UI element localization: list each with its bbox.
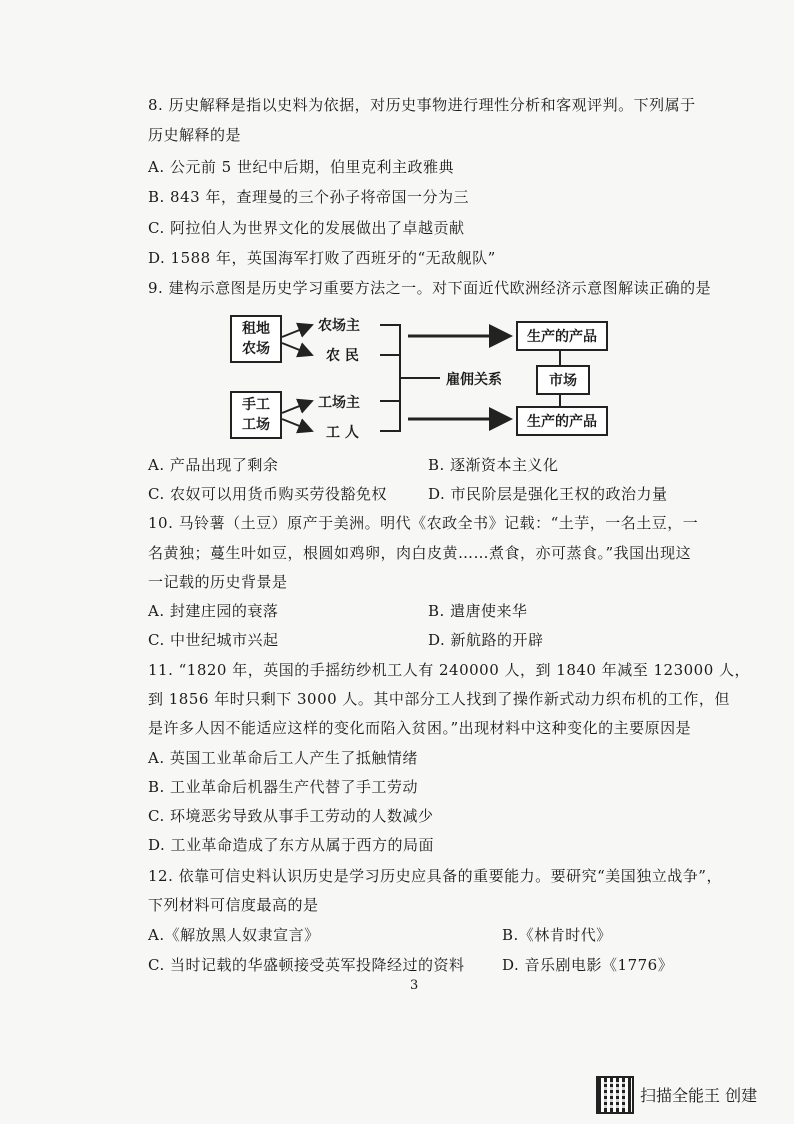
scanner-watermark: 扫描全能王 创建 <box>640 1086 758 1105</box>
q11-option-b: B. 工业革命后机器生产代替了手工劳动 <box>148 778 419 796</box>
q11-option-a: A. 英国工业革命后工人产生了抵触情绪 <box>148 749 418 767</box>
leased-farm-box <box>230 315 282 363</box>
farm-owner-label: 农场主 <box>318 318 360 334</box>
q11-stem-line2: 到 1856 年时只剩下 3000 人。其中部分工人找到了操作新式动力织布机的工作，但 <box>148 690 730 708</box>
page-number: 3 <box>410 978 419 993</box>
q12-option-b: B.《林肯时代》 <box>502 926 612 944</box>
q8-option-c: C. 阿拉伯人为世界文化的发展做出了卓越贡献 <box>148 219 465 237</box>
q12-option-c: C. 当时记载的华盛顿接受英军投降经过的资料 <box>148 956 465 974</box>
q11-stem-line3: 是许多人因不能适应这样的变化而陷入贫困。”出现材料中这种变化的主要原因是 <box>148 719 692 737</box>
leased-farm-line1: 租地 <box>242 321 270 337</box>
product-bottom-box: 生产的产品 <box>516 406 608 436</box>
q11-option-d: D. 工业革命造成了东方从属于西方的局面 <box>148 836 435 854</box>
q8-option-b: B. 843 年，查理曼的三个孙子将帝国一分为三 <box>148 188 469 206</box>
q12-stem-line2: 下列材料可信度最高的是 <box>148 896 319 914</box>
europe-economy-diagram <box>230 305 630 445</box>
farmer-label: 农 民 <box>326 348 359 364</box>
q10-option-a: A. 封建庄园的衰落 <box>148 602 279 620</box>
q9-option-c: C. 农奴可以用货币购买劳役豁免权 <box>148 485 387 503</box>
q8-option-d: D. 1588 年，英国海军打败了西班牙的“无敌舰队” <box>148 249 496 267</box>
qr-code-icon <box>596 1076 634 1114</box>
q9-option-a: A. 产品出现了剩余 <box>148 456 279 474</box>
leased-farm-line2: 农场 <box>242 341 270 357</box>
q8-stem-line2: 历史解释的是 <box>148 126 242 144</box>
workshop-box <box>230 391 282 439</box>
q8-option-a: A. 公元前 5 世纪中后期，伯里克利主政雅典 <box>148 158 454 176</box>
q10-stem-line1: 10. 马铃薯（土豆）原产于美洲。明代《农政全书》记载：“土芋，一名土豆，一 <box>148 514 699 532</box>
q9-option-b: B. 逐渐资本主义化 <box>428 456 559 474</box>
q9-option-d: D. 市民阶层是强化王权的政治力量 <box>428 485 668 503</box>
workshop-line2: 工场 <box>242 417 270 433</box>
q8-stem-line1: 8. 历史解释是指以史料为依据，对历史事物进行理性分析和客观评判。下列属于 <box>148 96 696 114</box>
q10-stem-line2: 名黄独；蔓生叶如豆，根圆如鸡卵，肉白皮黄……煮食，亦可蒸食。”我国出现这 <box>148 544 692 562</box>
workshop-line1: 手工 <box>242 397 270 413</box>
q11-option-c: C. 环境恶劣导致从事手工劳动的人数减少 <box>148 807 434 825</box>
market-box: 市场 <box>536 365 590 395</box>
employment-relation-label: 雇佣关系 <box>446 372 502 388</box>
q10-option-c: C. 中世纪城市兴起 <box>148 631 279 649</box>
q10-stem-line3: 一记载的历史背景是 <box>148 573 288 591</box>
q12-stem-line1: 12. 依靠可信史料认识历史是学习历史应具备的重要能力。要研究“美国独立战争”， <box>148 867 722 885</box>
q10-option-d: D. 新航路的开辟 <box>428 631 544 649</box>
q12-option-a: A.《解放黑人奴隶宣言》 <box>148 926 320 944</box>
q10-option-b: B. 遣唐使来华 <box>428 602 528 620</box>
q12-option-d: D. 音乐剧电影《1776》 <box>502 956 674 974</box>
q11-stem-line1: 11. “1820 年，英国的手摇纺纱机工人有 240000 人，到 1840 年减至 123000 人， <box>148 661 751 679</box>
worker-label: 工 人 <box>326 425 359 441</box>
factory-owner-label: 工场主 <box>318 395 360 411</box>
q9-stem: 9. 建构示意图是历史学习重要方法之一。对下面近代欧洲经济示意图解读正确的是 <box>148 279 712 297</box>
product-top-box: 生产的产品 <box>516 321 608 351</box>
